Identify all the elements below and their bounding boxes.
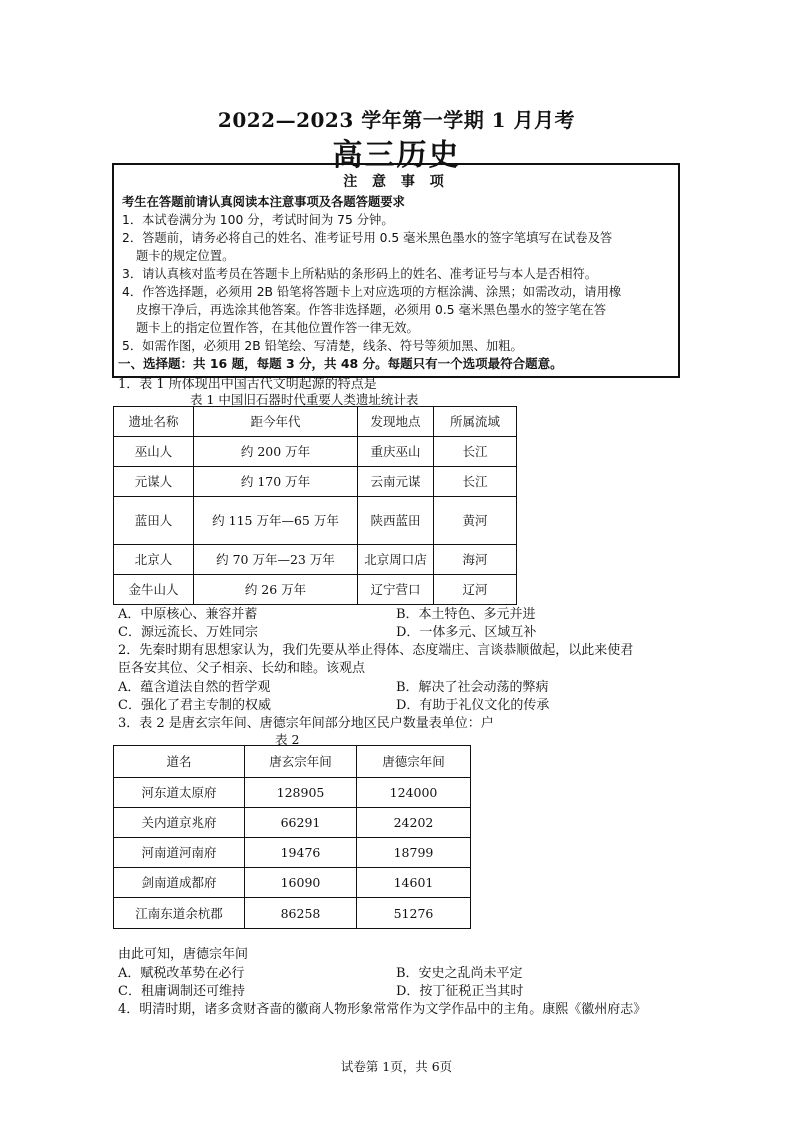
q3-table-row (114, 778, 471, 808)
q1-stem: 1．表 1 所体现出中国古代文明起源的特点是 (118, 377, 377, 392)
q3-cell: 16090 (245, 868, 357, 898)
q3-table-row (114, 808, 471, 838)
q3-cell: 19476 (245, 838, 357, 868)
q3-option-a: A．赋税改革势在必行 (118, 966, 245, 981)
q1-table (113, 406, 517, 605)
q1-table-caption: 表 1 中国旧石器时代重要人类遗址统计表 (190, 392, 419, 407)
q1-cell: 元谋人 (114, 467, 194, 497)
q1-option-b: B．本土特色、多元并进 (396, 607, 536, 622)
q3-followup: 由此可知，唐德宗年间 (118, 947, 249, 962)
notice-box (112, 163, 680, 378)
q3-cell: 江南东道余杭郡 (114, 898, 245, 929)
q2-option-b: B．解决了社会动荡的弊病 (396, 680, 549, 695)
q2-stem-line2: 臣各安其位、父子相亲、长幼和睦。该观点 (118, 661, 366, 676)
q3-cell: 128905 (245, 778, 357, 808)
q3-table-row (114, 838, 471, 868)
notice-item-4: 4．作答选择题，必须用 2B 铅笔将答题卡上对应选项的方框涂满、涂黑；如需改动，请用橡 (122, 285, 622, 299)
q1-table-row (114, 467, 517, 497)
q1-option-d: D．一体多元、区域互补 (396, 625, 537, 640)
notice-item-2-cont: 题卡的规定位置。 (136, 249, 235, 263)
q1-table-row (114, 497, 517, 545)
q1-cell: 北京周口店 (358, 545, 434, 575)
notice-item-2: 2．答题前，请务必将自己的姓名、准考证号用 0.5 毫米黑色墨水的签字笔填写在试卷及答 (122, 231, 613, 245)
q3-option-d: D．按丁征税正当其时 (396, 984, 524, 999)
q3-cell: 14601 (357, 868, 471, 898)
q1-header-cell: 距今年代 (194, 407, 358, 437)
notice-item-4-cont1: 皮擦干净后，再选涂其他答案。作答非选择题，必须用 0.5 毫米黑色墨水的签字笔在答 (136, 303, 607, 317)
subject-title: 高三历史 (332, 138, 461, 173)
notice-intro: 考生在答题前请认真阅读本注意事项及各题答题要求 (122, 195, 405, 209)
q2-option-d: D．有助于礼仪文化的传承 (396, 698, 550, 713)
q4-stem: 4．明清时期，诸多贪财吝啬的徽商人物形象常常作为文学作品中的主角。康熙《徽州府志》 (118, 1002, 647, 1017)
q3-cell: 关内道京兆府 (114, 808, 245, 838)
q1-cell: 重庆巫山 (358, 437, 434, 467)
q3-header-cell: 道名 (114, 746, 245, 778)
q3-table-row (114, 868, 471, 898)
q1-table-row (114, 545, 517, 575)
q3-table-row (114, 898, 471, 929)
q1-cell: 约 26 万年 (194, 575, 358, 605)
q1-cell: 云南元谋 (358, 467, 434, 497)
q1-option-a: A．中原核心、兼容并蓄 (118, 607, 258, 622)
q3-stem: 3．表 2 是唐玄宗年间、唐德宗年间部分地区民户数量表单位：户 (118, 716, 494, 731)
q3-cell: 河南道河南府 (114, 838, 245, 868)
q1-cell: 约 70 万年—23 万年 (194, 545, 358, 575)
q1-table-row (114, 437, 517, 467)
notice-item-3: 3．请认真核对监考员在答题卡上所粘贴的条形码上的姓名、准考证号与本人是否相符。 (122, 267, 598, 281)
q1-cell: 约 200 万年 (194, 437, 358, 467)
q1-cell: 约 115 万年—65 万年 (194, 497, 358, 545)
q3-cell: 51276 (357, 898, 471, 929)
page-footer: 试卷第 1页，共 6页 (340, 1059, 453, 1074)
notice-item-4-cont2: 题卡上的指定位置作答，在其他位置作答一律无效。 (136, 321, 419, 335)
q1-cell: 巫山人 (114, 437, 194, 467)
section-title: 一、选择题：共 16 题，每题 3 分，共 48 分。每题只有一个选项最符合题意。 (118, 356, 563, 371)
q1-cell: 海河 (434, 545, 517, 575)
q1-cell: 长江 (434, 467, 517, 497)
q3-table-header-row (114, 746, 471, 778)
q1-cell: 辽宁营口 (358, 575, 434, 605)
q3-cell: 24202 (357, 808, 471, 838)
q1-option-c: C．源远流长、万姓同宗 (118, 625, 258, 640)
q1-table-row (114, 575, 517, 605)
notice-item-5: 5．如需作图，必须用 2B 铅笔绘、写清楚，线条、符号等须加黑、加粗。 (122, 339, 523, 353)
q1-cell: 陕西蓝田 (358, 497, 434, 545)
q3-cell: 剑南道成都府 (114, 868, 245, 898)
q3-cell: 86258 (245, 898, 357, 929)
q1-header-cell: 所属流域 (434, 407, 517, 437)
q1-header-cell: 发现地点 (358, 407, 434, 437)
q3-cell: 河东道太原府 (114, 778, 245, 808)
q2-stem-line1: 2．先秦时期有思想家认为，我们先要从举止得体、态度端庄、言谈恭顺做起，以此来使君 (118, 643, 634, 658)
q3-header-cell: 唐玄宗年间 (245, 746, 357, 778)
q1-header-cell: 遗址名称 (114, 407, 194, 437)
q2-option-a: A．蕴含道法自然的哲学观 (118, 680, 271, 695)
q3-header-cell: 唐德宗年间 (357, 746, 471, 778)
q3-table (113, 745, 471, 929)
q1-cell: 辽河 (434, 575, 517, 605)
q1-table-header-row (114, 407, 517, 437)
exam-title: 2022—2023 学年第一学期 1 月月考 (217, 108, 576, 132)
q1-cell: 约 170 万年 (194, 467, 358, 497)
q3-option-b: B．安史之乱尚未平定 (396, 966, 523, 981)
q2-option-c: C．强化了君主专制的权威 (118, 698, 271, 713)
q1-cell: 蓝田人 (114, 497, 194, 545)
q1-cell: 北京人 (114, 545, 194, 575)
notice-heading: 注 意 事 项 (343, 174, 449, 190)
q3-cell: 18799 (357, 838, 471, 868)
q3-cell: 66291 (245, 808, 357, 838)
q1-cell: 黄河 (434, 497, 517, 545)
notice-item-1: 1．本试卷满分为 100 分，考试时间为 75 分钟。 (122, 213, 394, 227)
q1-cell: 金牛山人 (114, 575, 194, 605)
q3-cell: 124000 (357, 778, 471, 808)
q1-cell: 长江 (434, 437, 517, 467)
q3-option-c: C．租庸调制还可维持 (118, 984, 245, 999)
q3-table-caption: 表 2 (275, 732, 300, 747)
